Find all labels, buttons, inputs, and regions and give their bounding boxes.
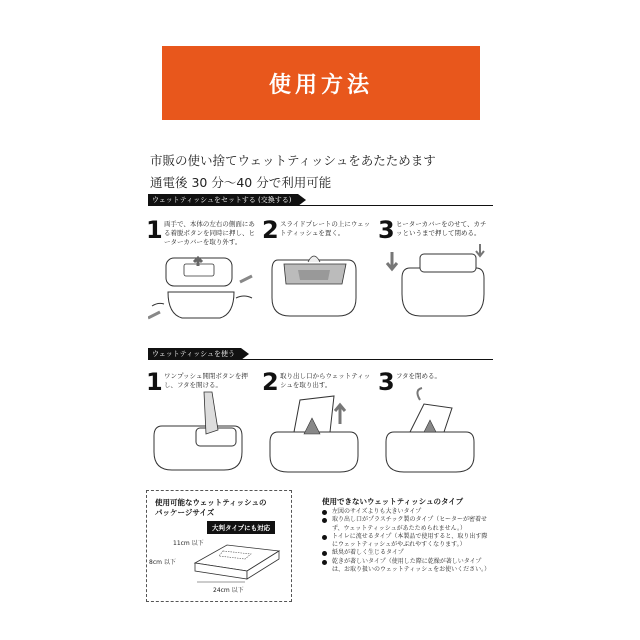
package-illustration bbox=[187, 537, 283, 587]
title-banner bbox=[162, 46, 480, 120]
package-title-line-1: 使用可能なウェットティッシュの bbox=[155, 498, 267, 507]
step-number: 2 bbox=[262, 368, 279, 396]
list-item: トイレに流せるタイプ（本製品で使用すると、取り出す際にウェットティッシュがやぶれやすくなります。） bbox=[322, 533, 492, 550]
intro-line-1: 市販の使い捨てウェットティッシュをあたためます bbox=[150, 153, 436, 168]
list-item: 左図のサイズよりも大きいタイプ bbox=[322, 508, 492, 516]
step-text: ワンプッシュ開閉ボタンを押し、フタを開ける。 bbox=[164, 372, 248, 389]
list-item: 紙臭が着しく生じるタイプ bbox=[322, 549, 492, 557]
dim-depth-label: 8cm 以下 bbox=[149, 559, 176, 566]
intro-line-2: 通電後 30 分〜40 分で利用可能 bbox=[150, 175, 332, 190]
use-step-1 bbox=[146, 370, 258, 482]
section-divider bbox=[148, 359, 493, 360]
step-text: スライドプレートの上にウェットティッシュを置く。 bbox=[280, 220, 371, 237]
section-use-header bbox=[148, 348, 493, 360]
dim-height-label: 11cm 以下 bbox=[173, 540, 204, 547]
not-usable-list bbox=[322, 508, 492, 574]
large-type-badge: 大判タイプにも対応 bbox=[207, 521, 275, 534]
package-size-box bbox=[146, 490, 292, 602]
package-size-title bbox=[155, 498, 266, 518]
close-lid-illustration bbox=[380, 386, 480, 476]
use-step-3 bbox=[378, 370, 490, 482]
pull-tissue-illustration bbox=[264, 386, 364, 476]
list-item: 取り出し口がプラスチック製のタイプ（ヒーターが密着せず、ウェットティッシュがあたためられません。） bbox=[322, 516, 492, 533]
set-step-1 bbox=[146, 218, 258, 338]
section-set-label: ウェットティッシュをセットする (交換する) bbox=[148, 194, 298, 206]
set-step-2 bbox=[262, 218, 374, 338]
step-number: 3 bbox=[378, 216, 395, 244]
use-step-2 bbox=[262, 370, 374, 482]
step-number: 2 bbox=[262, 216, 279, 244]
open-lid-illustration bbox=[148, 390, 248, 474]
step-number: 1 bbox=[146, 368, 163, 396]
place-tissue-illustration bbox=[264, 236, 364, 322]
step-text: 両手で、本体の左右の側面にある着脱ボタンを同時に押し、ヒーターカバーを取り外す。 bbox=[164, 220, 255, 246]
set-step-3 bbox=[378, 218, 490, 338]
section-use-label: ウェットティッシュを使う bbox=[148, 348, 241, 360]
page-title: 使用方法 bbox=[268, 72, 373, 98]
step-text: ヒーターカバーをのせて、カチッというまで押して閉める。 bbox=[396, 220, 487, 237]
step-text: 取り出し口からウェットティッシュを取り出す。 bbox=[280, 372, 371, 389]
step-text: フタを閉める。 bbox=[396, 372, 442, 380]
intro-text bbox=[150, 150, 436, 194]
section-set-header bbox=[148, 194, 493, 206]
step-number: 1 bbox=[146, 216, 163, 244]
package-title-line-2: パッケージサイズ bbox=[155, 508, 215, 517]
remove-cover-illustration bbox=[148, 248, 256, 338]
close-cover-illustration bbox=[380, 238, 488, 324]
dim-width-label: 24cm 以下 bbox=[213, 587, 244, 594]
list-item: 乾きが著しいタイプ（使用した際に乾燥が著しいタイプは、お取り扱いのウェットティッシュをお使いください。） bbox=[322, 558, 492, 575]
section-divider bbox=[148, 205, 493, 206]
not-usable-title: 使用できないウェットティッシュのタイプ bbox=[322, 497, 464, 506]
step-number: 3 bbox=[378, 368, 395, 396]
